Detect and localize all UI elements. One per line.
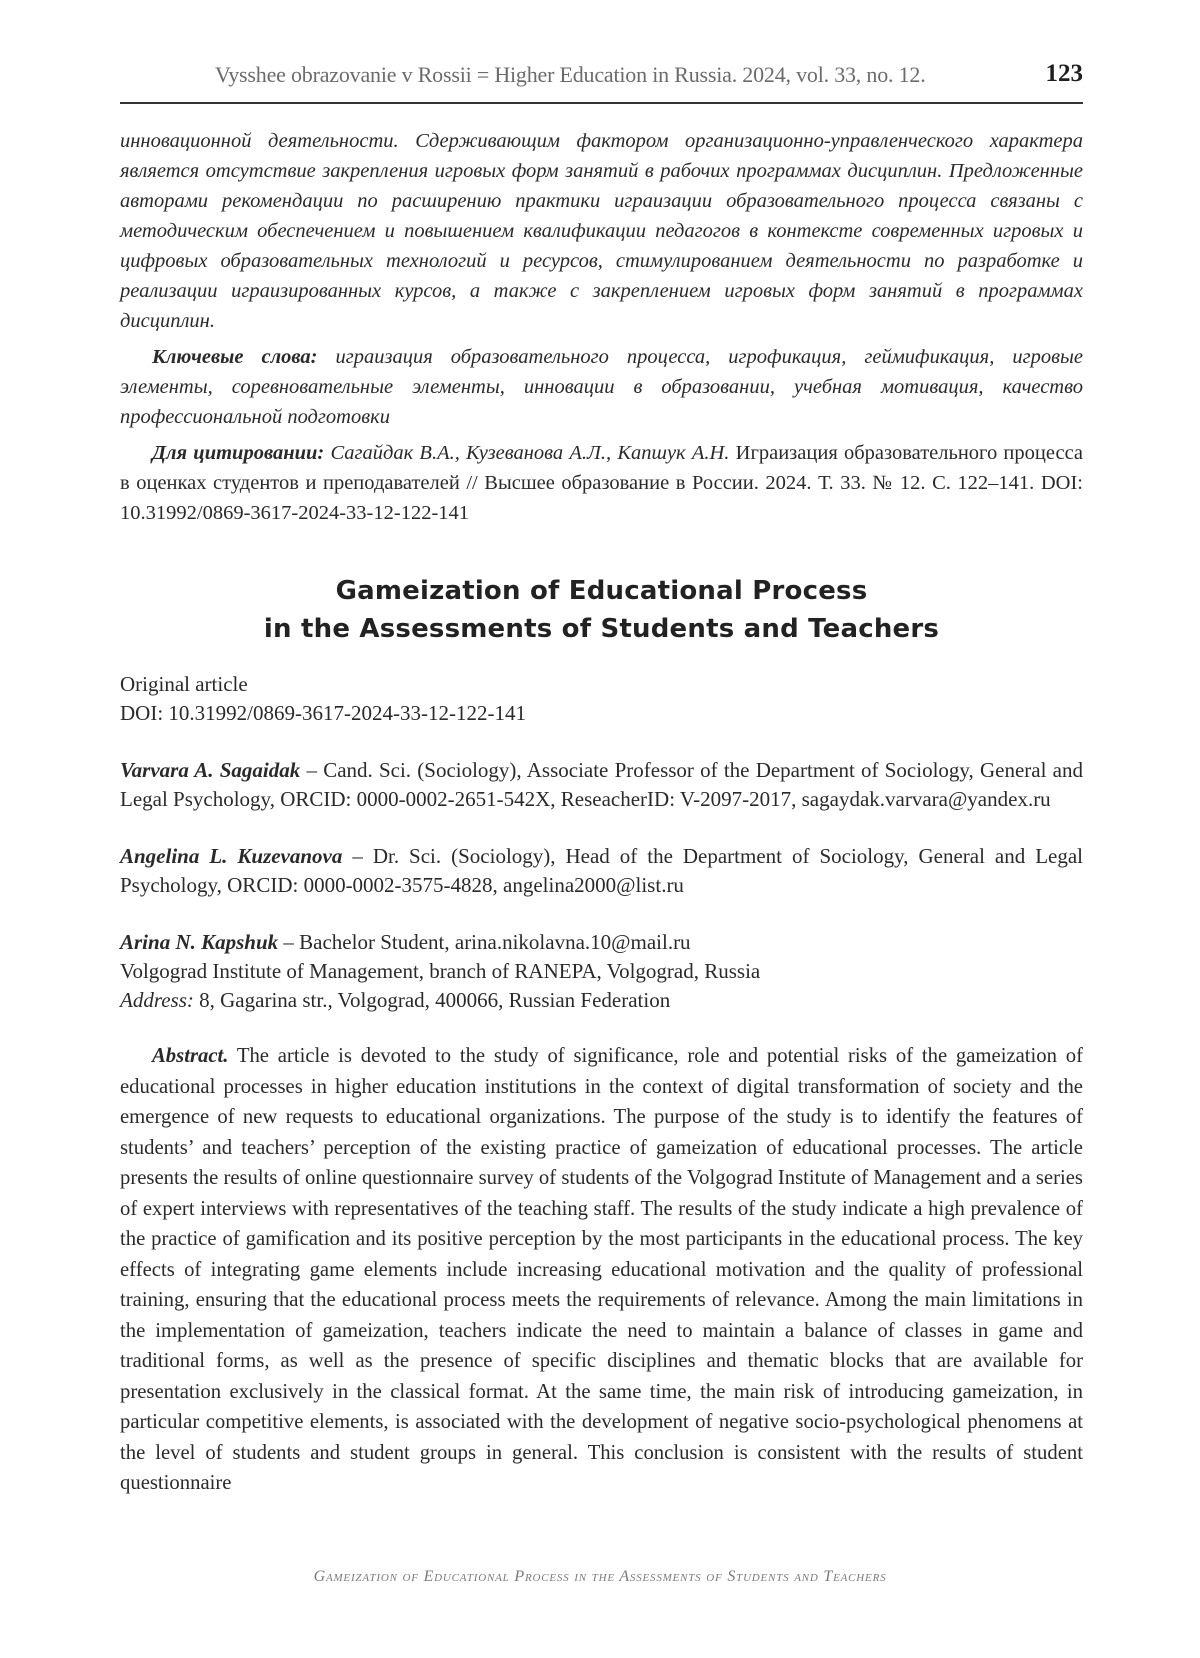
author-details: – Bachelor Student, arina.nikolavna.10@mail.ru [278,930,691,954]
abstract-label: Abstract. [152,1045,229,1067]
running-header [120,56,1083,104]
running-footer: Gameization of Educational Process in the Assessments of Students and Teachers [313,1568,887,1585]
page-number: 123 [1045,60,1083,87]
page-content [120,126,1083,1499]
citation-text: Играизация образовательного процесса в оценках студентов и преподавателей // Высшее образование в России. 2024. Т. 33. № 12. С. 122–141. DOI: 10.31992/0869-3617-2024-33-12-122-141 [120,442,1084,524]
article-meta [120,670,1083,728]
author-name: Angelina L. Kuzevanova [120,844,343,868]
address-line [120,986,1083,1015]
title-line-2: in the Assessments of Students and Teachers [263,614,940,644]
english-abstract [120,1041,1083,1499]
russian-abstract-continuation: инновационной деятельности. Сдерживающим фактором организационно-управленческого характера является отсутствие закрепления игровых форм занятий в рабочих программах дисциплин. Предложенные авторами рекомендации по расширению практики играизации образовательного процесса связаны с методическим обеспечением и повышением квалификации педагогов в контексте современных игровых и цифровых образовательных технологий и ресурсов, стимулированием деятельности по разработке и реализации играизированных курсов, а также с закреплением игровых форм занятий в программах дисциплин. [120,130,1083,332]
author-entry [120,842,1083,900]
citation-label: Для цитировании: [152,442,325,464]
author-details: – Dr. Sci. (Sociology), Head of the Department of Sociology, General and Legal Psychology, ORCID: 0000-0002-3575-4828, angelina2000@list.ru [120,844,1084,897]
author-name: Arina N. Kapshuk [120,930,279,954]
abstract-text: The article is devoted to the study of significance, role and potential risks of the gameization of educational processes in higher education institutions in the context of digital transformation of society and the emergence of new requests to educational organizations. The purpose of the study is to identify the features of students’ and teachers’ perception of the existing practice of gameization of educational processes. The article presents the results of online questionnaire survey of students of the Volgograd Institute of Management and a series of expert interviews with representatives of the teaching staff. The results of the study indicate a high prevalence of the practice of gamification and its positive perception by the most participants in the educational process. The key effects of integrating game elements include increasing educational motivation and the quality of professional training, ensuring that the educational process meets the requirements of relevance. Among the main limitations in the implementation of gameization, teachers indicate the need to maintain a balance of classes in game and traditional forms, as well as the presence of specific disciplines and thematic blocks that are available for presentation exclusively in the classical format. At the same time, the main risk of introducing gameization, in particular competitive elements, is associated with the development of negative socio-psychological phenomens at the level of students and student groups in general. This conclusion is consistent with the results of student questionnaire [120,1045,1083,1494]
russian-keywords [120,342,1083,432]
address-label: Address: [120,988,194,1012]
title-line-1: Gameization of Educational Process [335,576,868,606]
institution: Volgograd Institute of Management, branch of RANEPA, Volgograd, Russia [120,959,761,983]
journal-citation: Vysshee obrazovanie v Rossii = Higher Education in Russia. 2024, vol. 33, no. 12. [215,62,926,87]
author-entry [120,756,1083,814]
author-name: Varvara A. Sagaidak [120,758,301,782]
author-entry [120,928,1083,957]
citation-block [120,438,1083,528]
keywords-label: Ключевые слова: [152,346,318,368]
affiliation [120,957,1083,1015]
article-title [120,572,1083,648]
article-type: Original article [120,672,248,696]
keywords-text: играизация образовательного процесса, игрофикация, геймификация, игровые элементы, соревновательные элементы, инновации в образовании, учебная мотивация, качество профессиональной подготовки [120,346,1083,428]
article-doi[interactable]: DOI: 10.31992/0869-3617-2024-33-12-122-141 [120,701,526,725]
address-text: 8, Gagarina str., Volgograd, 400066, Russian Federation [193,988,671,1012]
citation-authors: Сагайдак В.А., Кузеванова А.Л., Капшук А.Н. [324,442,730,464]
author-details: – Cand. Sci. (Sociology), Associate Professor of the Department of Sociology, General and Legal Psychology, ORCID: 0000-0002-2651-542X, ReseacherID: V-2097-2017, sagaydak.varvara@yandex.ru [120,758,1083,811]
